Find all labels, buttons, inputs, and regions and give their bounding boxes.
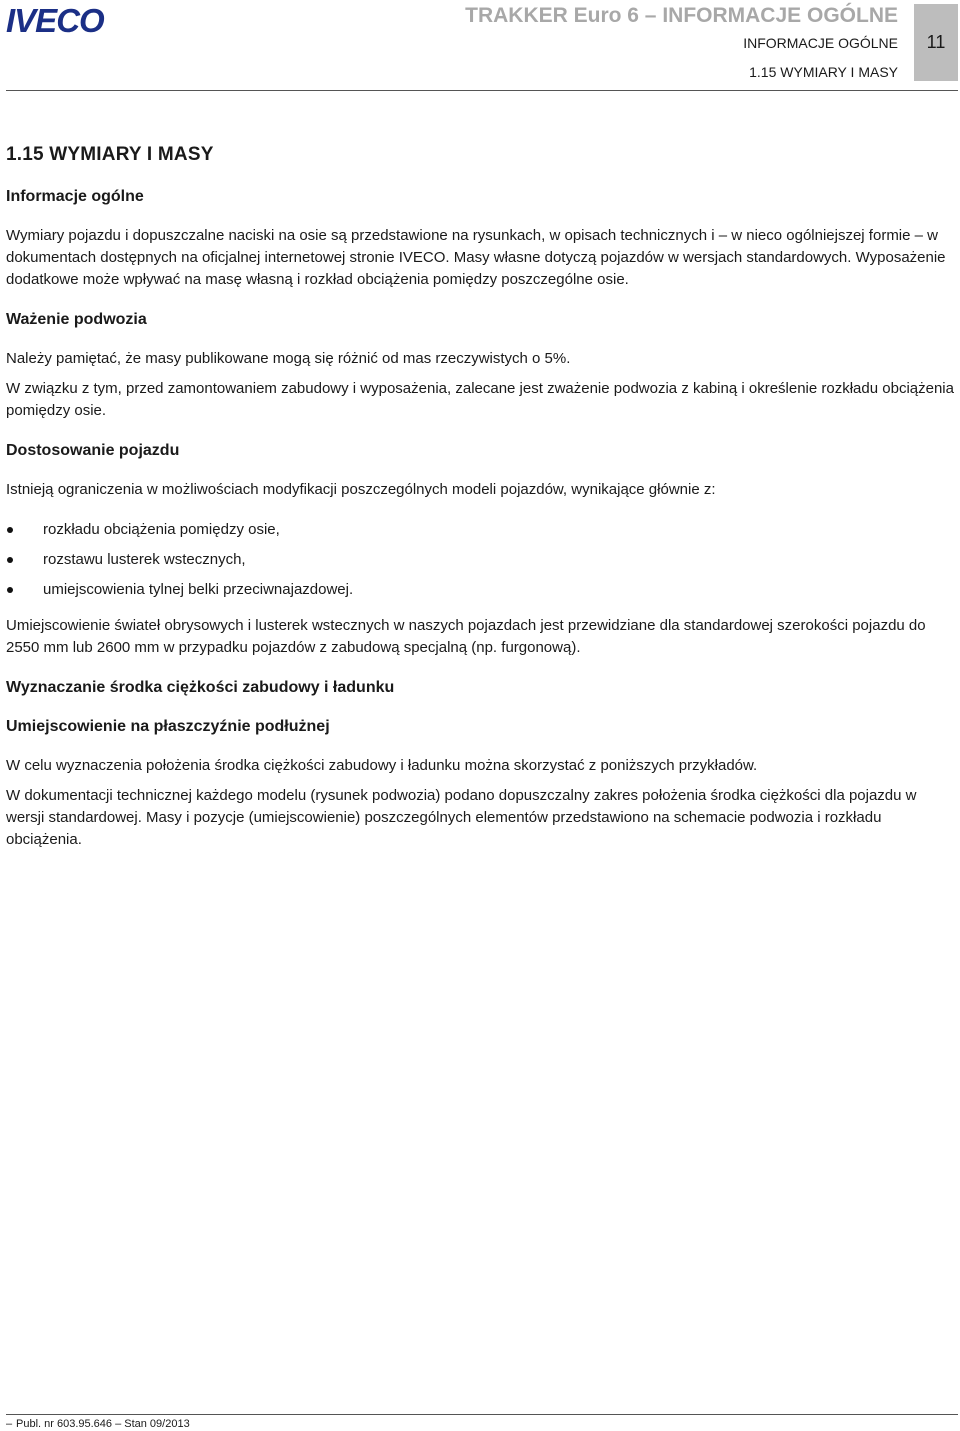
header-divider xyxy=(6,90,958,91)
heading-umiejscowienie-plaszczyzna: Umiejscowienie na płaszczyźnie podłużnej xyxy=(6,718,330,735)
iveco-logo: IVECO xyxy=(6,2,104,39)
paragraph-wazenie-1: Należy pamiętać, że masy publikowane mogą się różnić od mas rzeczywistych o 5%. xyxy=(6,350,571,367)
document-title: TRAKKER Euro 6 – INFORMACJE OGÓLNE xyxy=(465,4,898,27)
heading-dostosowanie-pojazdu: Dostosowanie pojazdu xyxy=(6,442,180,459)
publication-info: Publ. nr 603.95.646 – Stan 09/2013 xyxy=(16,1418,190,1430)
paragraph-dostosowanie: Istnieją ograniczenia w możliwościach modyfikacji poszczególnych modeli pojazdów, wynikające głównie z: xyxy=(6,481,716,498)
footer-divider xyxy=(6,1414,958,1415)
paragraph-wazenie-2: W związku z tym, przed zamontowaniem zabudowy i wyposażenia, zalecane jest zważenie podwozia z kabiną i określenie rozkładu obciążenia pomiędzy osie. xyxy=(6,380,954,419)
paragraph-umiejscowienie-1: W celu wyznaczenia położenia środka ciężkości zabudowy i ładunku można skorzystać z poniższych przykładów. xyxy=(6,757,758,774)
list-item: umiejscowienia tylnej belki przeciwnajazdowej. xyxy=(6,579,956,601)
page-number: 11 xyxy=(926,32,946,52)
footer-dash: – xyxy=(6,1418,13,1430)
header-subsection: 1.15 WYMIARY I MASY xyxy=(749,64,898,80)
paragraph-informacje: Wymiary pojazdu i dopuszczalne naciski na osie są przedstawione na rysunkach, w opisach technicznych i – w nieco ogólniejszej formie – w dokumentach dostępnych na oficjalnej internetowej stronie IVECO. Masy własne dotyczą pojazdów w wersjach standardowych. Wyposażenie dodatkowe może wpływać na masę własną i rozkład obciążenia pomiędzy poszczególne osie. xyxy=(6,227,946,288)
page-number-box xyxy=(914,4,958,81)
heading-informacje-ogolne: Informacje ogólne xyxy=(6,188,144,205)
header-section: INFORMACJE OGÓLNE xyxy=(743,35,898,51)
list-item: rozkładu obciążenia pomiędzy osie, xyxy=(6,519,956,541)
paragraph-umiejscowienie-2: W dokumentacji technicznej każdego modelu (rysunek podwozia) podano dopuszczalny zakres położenia środka ciężkości dla pojazdu w wersji standardowej. Masy i pozycje (umiejscowienie) poszczególnych elementów przedstawiono na schemacie podwozia i rozkładu obciążenia. xyxy=(6,787,917,848)
document-body xyxy=(6,143,956,859)
heading-wyznaczanie-srodka: Wyznaczanie środka ciężkości zabudowy i ładunku xyxy=(6,679,395,696)
heading-wazenie-podwozia: Ważenie podwozia xyxy=(6,311,147,328)
bullet-list xyxy=(6,519,956,601)
list-item: rozstawu lusterek wstecznych, xyxy=(6,549,956,571)
section-heading: 1.15 WYMIARY I MASY xyxy=(6,144,214,165)
paragraph-umiejscowienie-swiatel: Umiejscowienie świateł obrysowych i lusterek wstecznych w naszych pojazdach jest przewidziane dla standardowej szerokości pojazdu do 2550 mm lub 2600 mm w przypadku pojazdów z zabudową specjalną (np. furgonową). xyxy=(6,617,926,656)
